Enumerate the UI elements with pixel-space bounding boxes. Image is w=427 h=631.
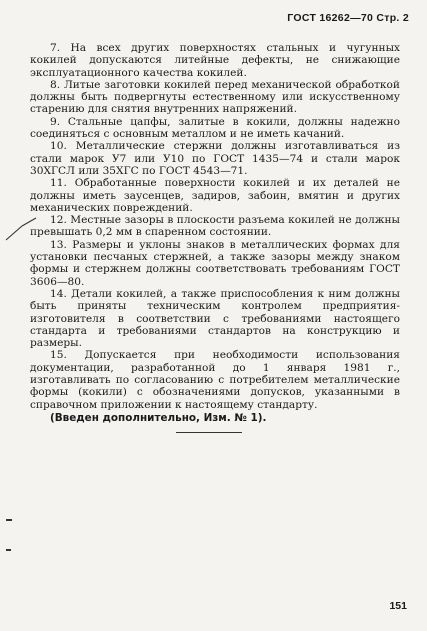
margin-mark bbox=[6, 519, 12, 521]
paragraph-14: 14. Детали кокилей, а также приспособления к ним должны быть приняты техническим контролем предприятия-изготовителя в соответствии с требованиями настоящего стандарта и требованиями стандартов на конструкцию и размеры. bbox=[30, 287, 400, 350]
paragraph-8: 8. Литые заготовки кокилей перед механической обработкой должны быть подвергнуты естественному или искусственному старению для снятия внутренних напряжений. bbox=[30, 78, 400, 116]
paragraph-10: 10. Металлические стержни должны изготавливаться из стали марок У7 или У10 по ГОСТ 1435—74 и стали марок 30ХГСЛ или 35ХГС по ГОСТ 4543—71. bbox=[30, 140, 400, 177]
paragraph-7: 7. На всех других поверхностях стальных и чугунных кокилей допускаются литейные дефекты, не снижающие эксплуатационного качества кокилей. bbox=[30, 42, 400, 79]
paragraph-9: 9. Стальные цапфы, залитые в кокили, должны надежно соединяться с основным металлом и не иметь качаний. bbox=[30, 115, 400, 141]
document-body bbox=[30, 42, 400, 424]
page-number: 151 bbox=[389, 600, 407, 612]
amendment-note: (Введен дополнительно, Изм. № 1). bbox=[50, 411, 267, 424]
handwritten-mark bbox=[4, 212, 38, 242]
page-header: ГОСТ 16262—70 Стр. 2 bbox=[287, 12, 409, 24]
paragraph-13: 13. Размеры и уклоны знаков в металлических формах для установки песчаных стержней, а также зазоры между знаком формы и стержнем должны соответствовать требованиям ГОСТ 3606—80. bbox=[30, 238, 400, 288]
margin-mark bbox=[6, 549, 11, 551]
separator-line bbox=[176, 432, 242, 433]
paragraph-12: 12. Местные зазоры в плоскости разъема кокилей не должны превышать 0,2 мм в спаренном состоянии. bbox=[30, 214, 400, 239]
paragraph-15: 15. Допускается при необходимости использования документации, разработанной до 1 января 1981 г., изготавливать по согласованию с потребителем металлические формы (кокили) с обозначениями допусков, указанными в справочном приложении к настоящему стандарту. bbox=[30, 349, 400, 411]
paragraph-11: 11. Обработанные поверхности кокилей и их деталей не должны иметь заусенцев, задиров, забоин, вмятин и других механических повреждений. bbox=[30, 177, 400, 214]
